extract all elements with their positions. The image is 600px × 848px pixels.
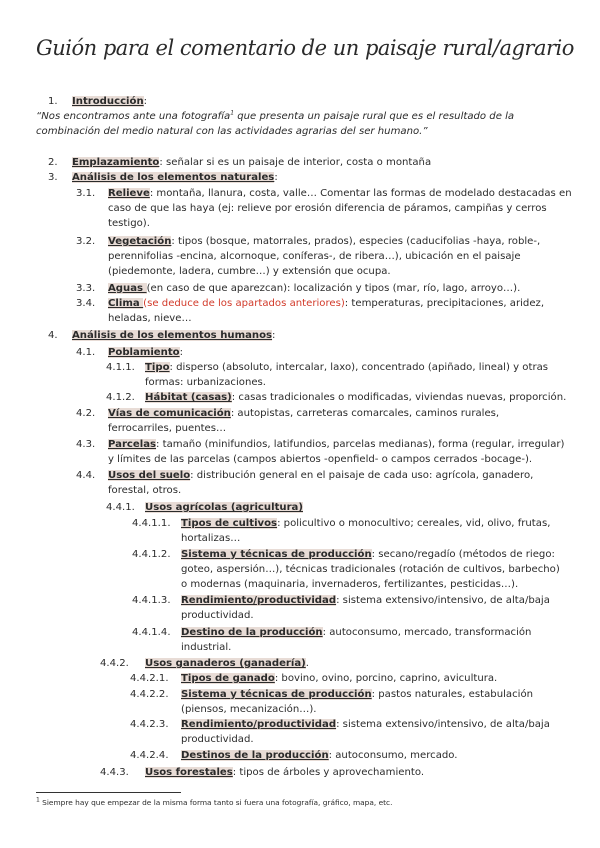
subsubitem-heading: Sistema y técnicas de producción <box>181 549 372 560</box>
item-text-line: ferrocarriles, puentes… <box>108 423 227 434</box>
section-introduccion: Introducción: <box>72 96 148 107</box>
item-text-line: heladas, nieve… <box>108 313 192 324</box>
section-heading: Introducción <box>72 96 144 107</box>
section-heading: Análisis de los elementos humanos <box>72 330 273 341</box>
subsubitem-heading: Tipos de cultivos <box>181 518 278 529</box>
item-number: 3.4. <box>76 298 96 309</box>
subsubitem-text-line: (piensos, mecanización…). <box>181 704 317 715</box>
item-text-line: (piedemonte, ladera, cumbre…) y extensión que ocupa. <box>108 266 391 277</box>
subsubitem-heading: Rendimiento/productividad <box>181 719 337 730</box>
subsubitem-destino: Destino de la producción: autoconsumo, mercado, transformación <box>181 627 532 638</box>
intro-quote-line: “Nos encontramos ante una fotografía$^1$ que presenta un paisaje rural que es el resultado de la <box>36 109 515 122</box>
subsubitem-number: 4.4.1.1. <box>132 518 171 529</box>
subsubitem-heading: Destino de la producción <box>181 627 323 638</box>
red-note: (se deduce de los apartados anteriores) <box>143 298 345 309</box>
intro-quote-line: combinación del medio natural con las actividades agrarias del ser humano.” <box>36 126 428 137</box>
subsubitem-rendimiento: Rendimiento/productividad: sistema extensivo/intensivo, de alta/baja <box>181 719 550 730</box>
item-number: 3.1. <box>76 188 96 199</box>
subsubitem-rendimiento: Rendimiento/productividad: sistema extensivo/intensivo, de alta/baja <box>181 595 550 606</box>
item-text-line: y límites de las parcelas (campos abiertos -openfield- o campos cerrados -bocage-). <box>108 454 533 465</box>
document-title: Guión para el comentario de un paisaje rural/agrario <box>36 36 574 60</box>
section-number: 4. <box>48 330 58 341</box>
subsubitem-heading: Rendimiento/productividad <box>181 595 337 606</box>
section-elementos-naturales: Análisis de los elementos naturales: <box>72 172 278 183</box>
item-text-line: caso de que las haya (ej: relieve por erosión diferencia de páramos, campiñas y cerros <box>108 203 547 214</box>
item-heading: Vías de comunicación <box>108 408 231 419</box>
item-relieve: Relieve: montaña, llanura, costa, valle… Comentar las formas de modelado destacadas en <box>108 188 572 199</box>
item-heading: Parcelas <box>108 439 157 450</box>
subitem-tipo: Tipo: disperso (absoluto, intercalar, laxo), concentrado (apiñado, lineal) y otras <box>145 362 549 373</box>
subsubitem-number: 4.4.1.2. <box>132 549 171 560</box>
item-vias-comunicacion: Vías de comunicación: autopistas, carreteras comarcales, caminos rurales, <box>108 408 500 419</box>
section-number: 1. <box>48 96 58 107</box>
footnote-reference: 1 <box>230 109 235 117</box>
subitem-heading: Usos forestales <box>145 767 233 778</box>
subitem-text-line: formas: urbanizaciones. <box>145 377 267 388</box>
item-poblamiento: Poblamiento: <box>108 347 184 358</box>
item-vegetacion: Vegetación: tipos (bosque, matorrales, prados), especies (caducifolias -haya, roble-, <box>108 236 541 247</box>
subsubitem-number: 4.4.2.2. <box>130 689 169 700</box>
subsubitem-number: 4.4.1.4. <box>132 627 171 638</box>
item-text-line: testigo). <box>108 218 150 229</box>
subsubitem-tipos-cultivos: Tipos de cultivos: policultivo o monocultivo; cereales, vid, olivo, frutas, <box>181 518 551 529</box>
subsubitem-text-line: o modernas (maquinaria, invernaderos, fertilizantes, pesticidas…). <box>181 579 519 590</box>
section-number: 2. <box>48 157 58 168</box>
section-heading: Emplazamiento <box>72 157 160 168</box>
subitem-number: 4.4.3. <box>100 767 129 778</box>
subsubitem-text-line: hortalizas… <box>181 533 241 544</box>
item-heading: Clima <box>108 298 144 309</box>
item-clima: Clima (se deduce de los apartados anteriores): temperaturas, precipitaciones, aridez, <box>108 298 545 309</box>
item-heading: Vegetación <box>108 236 172 247</box>
subsubitem-text-line: industrial. <box>181 642 232 653</box>
item-number: 3.3. <box>76 283 96 294</box>
item-number: 4.2. <box>76 408 96 419</box>
item-usos-suelo: Usos del suelo: distribución general en el paisaje de cada uso: agrícola, ganadero, <box>108 470 534 481</box>
subsubitem-text-line: goteo, aspersión…), técnicas tradicionales (rotación de cultivos, barbecho) <box>181 564 560 575</box>
subitem-usos-forestales: Usos forestales: tipos de árboles y aprovechamiento. <box>145 767 425 778</box>
item-number: 4.4. <box>76 470 96 481</box>
footnote-mark: 1 <box>36 796 40 804</box>
section-elementos-humanos: Análisis de los elementos humanos: <box>72 330 276 341</box>
subsubitem-number: 4.4.1.3. <box>132 595 171 606</box>
subsubitem-sistema-tecnicas: Sistema y técnicas de producción: pastos naturales, estabulación <box>181 689 534 700</box>
subitem-number: 4.4.1. <box>106 502 135 513</box>
subitem-heading: Usos agrícolas (agricultura) <box>145 502 303 513</box>
subsubitem-text-line: productividad. <box>181 610 254 621</box>
subitem-heading: Hábitat (casas) <box>145 392 232 403</box>
section-emplazamiento: Emplazamiento: señalar si es un paisaje de interior, costa o montaña <box>72 157 432 168</box>
section-heading: Análisis de los elementos naturales <box>72 172 275 183</box>
subsubitem-text-line: productividad. <box>181 734 254 745</box>
subitem-habitat: Hábitat (casas): casas tradicionales o modificadas, viviendas nuevas, proporción. <box>145 392 567 403</box>
subsubitem-destinos: Destinos de la producción: autoconsumo, mercado. <box>181 750 458 761</box>
item-number: 4.1. <box>76 347 96 358</box>
subitem-number: 4.4.2. <box>100 658 129 669</box>
item-heading: Usos del suelo <box>108 470 191 481</box>
subitem-usos-ganaderos: Usos ganaderos (ganadería). <box>145 658 309 669</box>
item-aguas: Aguas (en caso de que aparezcan): localización y tipos (mar, río, lago, arroyo…). <box>108 283 521 294</box>
footnote: $^1$ Siempre hay que empezar de la misma forma tanto si fuera una fotografía, gráfico, mapa, etc. <box>36 796 393 807</box>
item-number: 4.3. <box>76 439 96 450</box>
item-heading: Poblamiento <box>108 347 180 358</box>
subsubitem-number: 4.4.2.1. <box>130 673 169 684</box>
subitem-number: 4.1.2. <box>106 392 135 403</box>
footnote-divider <box>36 792 181 793</box>
subsubitem-heading: Tipos de ganado <box>181 673 275 684</box>
item-text-line: forestal, otros. <box>108 485 182 496</box>
section-number: 3. <box>48 172 58 183</box>
item-parcelas: Parcelas: tamaño (minifundios, latifundios, parcelas medianas), forma (regular, irregular) <box>108 439 565 450</box>
subitem-number: 4.1.1. <box>106 362 135 373</box>
subitem-usos-agricolas <box>145 500 303 515</box>
subsubitem-sistema-tecnicas: Sistema y técnicas de producción: secano/regadío (métodos de riego: <box>181 549 555 560</box>
subsubitem-number: 4.4.2.3. <box>130 719 169 730</box>
item-heading: Relieve <box>108 188 150 199</box>
subsubitem-number: 4.4.2.4. <box>130 750 169 761</box>
subitem-heading: Tipo <box>145 362 170 373</box>
subsubitem-tipos-ganado: Tipos de ganado: bovino, ovino, porcino, caprino, avicultura. <box>181 673 498 684</box>
item-heading: Aguas <box>108 283 147 294</box>
item-number: 3.2. <box>76 236 96 247</box>
subsubitem-heading: Destinos de la producción <box>181 750 329 761</box>
item-text-line: perennifolias -encina, alcornoque, coníferas-, de ribera…), ubicación en el paisaje <box>108 251 521 262</box>
subsubitem-heading: Sistema y técnicas de producción <box>181 689 372 700</box>
subitem-heading: Usos ganaderos (ganadería) <box>145 658 306 669</box>
